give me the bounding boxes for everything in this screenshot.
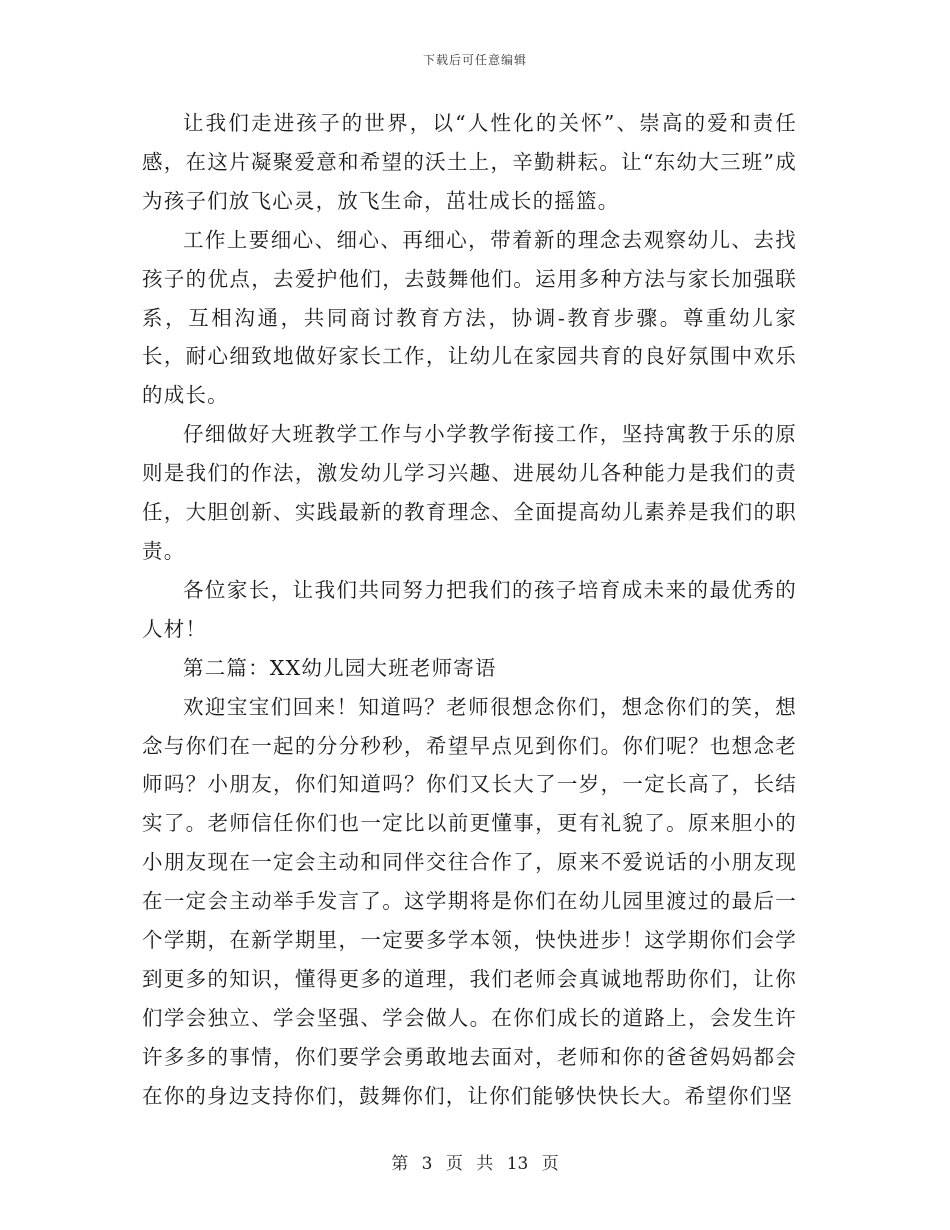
section-heading: 第二篇：XX幼儿园大班老师寄语 — [183, 655, 497, 680]
paragraph-teaching-duties: 仔细做好大班教学工作与小学教学衔接工作，坚持寓教于乐的原则是我们的作法，激发幼儿学习兴趣、进展幼儿各种能力是我们的责任，大胆创新、实践最新的教育理念、全面提高幼儿素养是我们的职责。 — [142, 422, 797, 563]
paragraph-welcome-message: 欢迎宝宝们回来！知道吗？老师很想念你们，想念你们的笑，想念与你们在一起的分分秒秒，希望早点见到你们。你们呢？也想念老师吗？小朋友，你们知道吗？你们又长大了一岁，一定长高了，长结实了。老师信任你们也一定比以前更懂事，更有礼貌了。原来胆小的小朋友现在一定会主动和同伴交往合作了，原来不爱说话的小朋友现在一定会主动举手发言了。这学期将是你们在幼儿园里渡过的最后一个学期，在新学期里，一定要多学本领，快快进步！这学期你们会学到更多的知识，懂得更多的道理，我们老师会真诚地帮助你们，让你们学会独立、学会坚强、学会做人。在你们成长的道路上，会发生许许多多的事情，你们要学会勇敢地去面对，老师和你的爸爸妈妈都会在你的身边支持你们，鼓舞你们，让你们能够快快长大。希望你们坚 — [142, 694, 797, 1108]
paragraph-class-vision: 让我们走进孩子的世界，以“人性化的关怀”、崇高的爱和责任感，在这片凝聚爱意和希望的沃土上，辛勤耕耘。让“东幼大三班”成为孩子们放飞心灵，放飞生命，茁壮成长的摇篮。 — [142, 111, 797, 213]
page-header: 下载后可任意编辑 — [422, 53, 527, 67]
document-body — [142, 104, 797, 1116]
page-number-footer: 第 3 页 共 13 页 — [391, 1154, 559, 1174]
paragraph-closing-appeal: 各位家长，让我们共同努力把我们的孩子培育成未来的最优秀的人材！ — [142, 577, 797, 641]
paragraph-parent-work: 工作上要细心、细心、再细心，带着新的理念去观察幼儿、去找孩子的优点，去爱护他们，去鼓舞他们。运用多种方法与家长加强联系，互相沟通，共同商讨教育方法，协调-教育步骤。尊重幼儿家长，耐心细致地做好家长工作，让幼儿在家园共育的良好氛围中欢乐的成长。 — [142, 227, 797, 408]
